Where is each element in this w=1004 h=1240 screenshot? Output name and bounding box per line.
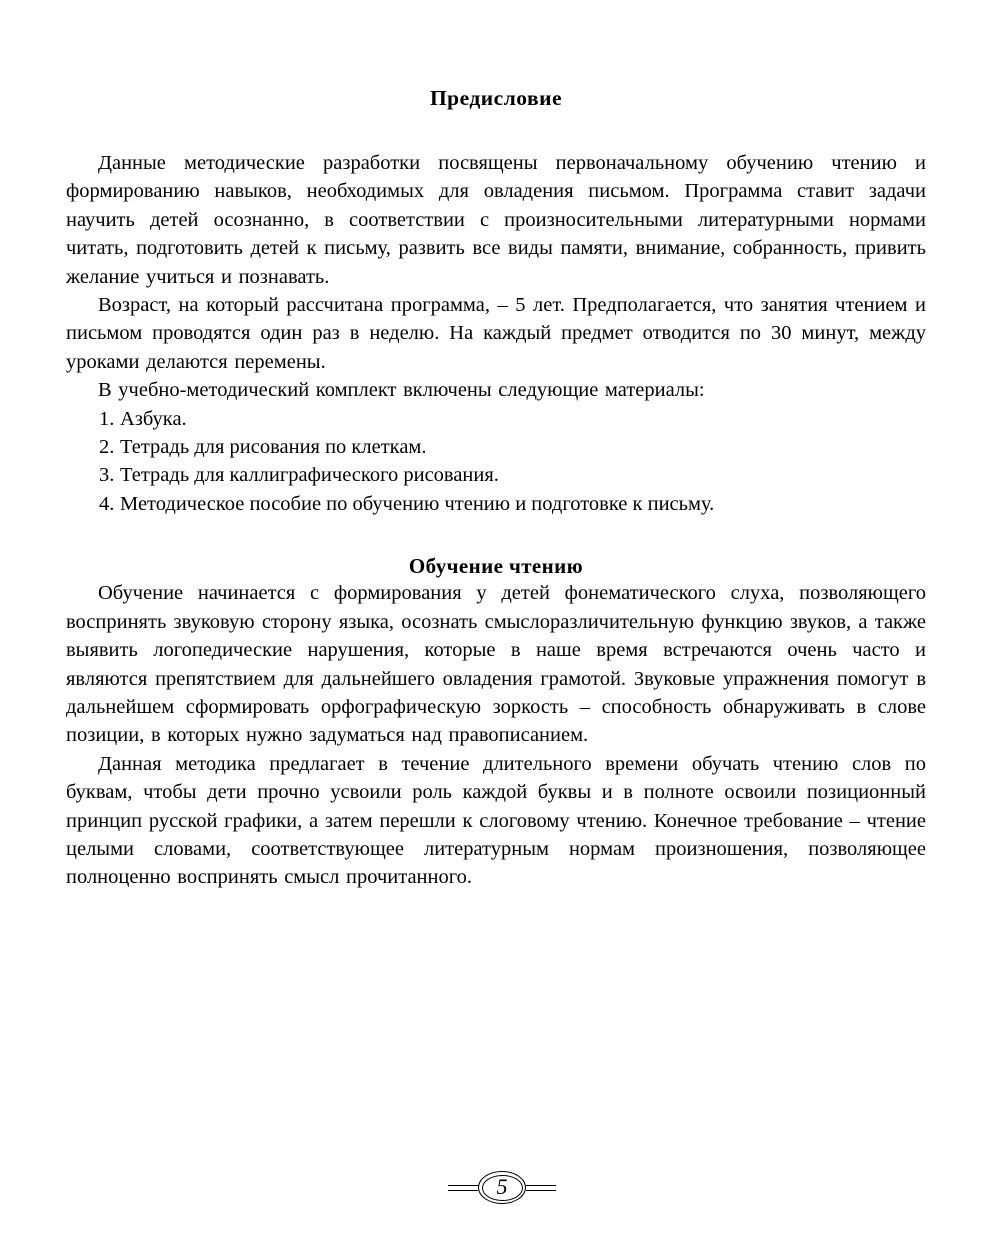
page-title: Предисловие [429, 86, 563, 110]
list-item [66, 490, 926, 518]
list-item-number: 1. [99, 407, 115, 430]
list-item [66, 461, 926, 489]
list-item [66, 405, 926, 433]
page-number: 5 [496, 1173, 508, 1199]
page-number-oval-inner [482, 1175, 523, 1201]
paragraph-preface-2: Возраст, на который рассчитана программа, – 5 лет. Предполагается, что занятия чтением и письмом проводятся один раз в неделю. На каждый предмет отводится по 30 минут, между уроками делаются перемены. [66, 294, 926, 373]
list-item-number: 3. [99, 464, 115, 487]
materials-list [66, 405, 926, 519]
list-item-text: Тетрадь для каллиграфического рисования. [120, 464, 499, 487]
paragraph-preface-1: Данные методические разработки посвящены первоначальному обучению чтению и формированию навыков, необходимых для овладения письмом. Программа ставит задачи научить детей осознанно, в соответствии с произносительными литературными нормами читать, подготовить детей к письму, развить все виды памяти, внимание, собранность, привить желание учиться и познавать. [66, 152, 926, 288]
page-number-oval [478, 1171, 526, 1204]
list-item-text: Тетрадь для рисования по клеткам. [120, 436, 427, 459]
paragraph-reading-1: Обучение начинается с формирования у детей фонематического слуха, позволяющего воспринять звуковую сторону языка, осознать смыслоразличительную функцию звуков, а также выявить логопедические нарушения, которые в наше время встречаются очень часто и являются препятствием для дальнейшего овладения грамотой. Звуковые упражнения помогут в дальнейшем сформировать орфографическую зоркость – способность обнаруживать в слове позиции, в которых нужно задуматься над правописанием. [66, 582, 926, 747]
list-item-number: 2. [99, 436, 115, 459]
page-content [66, 86, 926, 892]
materials-list-intro: В учебно-методический комплект включены следующие материалы: [98, 379, 705, 402]
ornament-left-double-line [448, 1185, 478, 1191]
ornament-right-double-line [526, 1185, 556, 1191]
list-item-text: Азбука. [120, 407, 187, 430]
list-item-text: Методическое пособие по обучению чтению и подготовке к письму. [120, 492, 715, 515]
page-number-ornament [0, 1171, 1004, 1204]
section-heading: Обучение чтению [408, 554, 584, 579]
paragraph-reading-2: Данная методика предлагает в течение длительного времени обучать чтению слов по буквам, чтобы дети прочно усвоили роль каждой буквы и в полноте освоили позиционный принцип русской графики, а затем перешли к слоговому чтению. Конечное требование – чтение целыми словами, соответствующее литературным нормам произношения, позволяющее полноценно воспринять смысл прочитанного. [66, 752, 926, 889]
list-item [66, 433, 926, 461]
list-item-number: 4. [99, 492, 115, 515]
